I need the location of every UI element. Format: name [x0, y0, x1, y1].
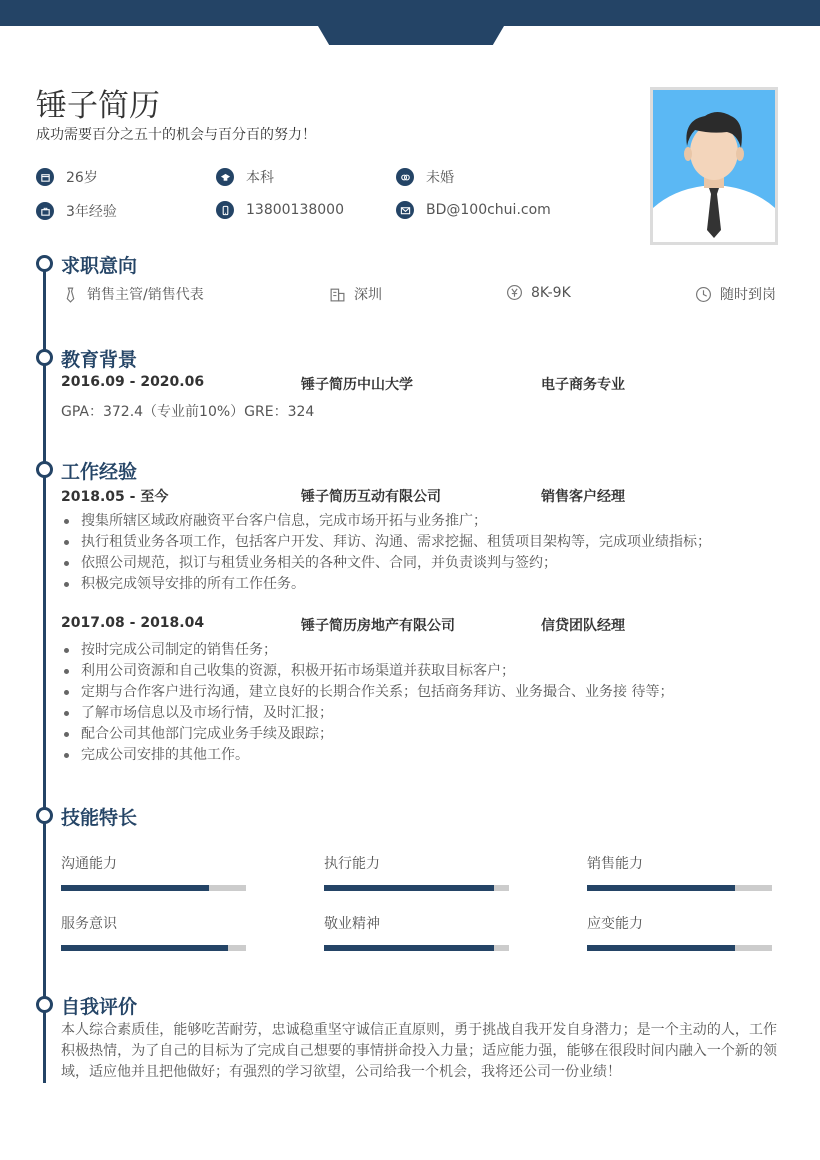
skill-bar-fill	[324, 945, 494, 951]
skill-item	[324, 853, 509, 891]
skill-bar-fill	[587, 885, 735, 891]
skill-bar	[324, 945, 509, 951]
building-icon	[329, 286, 346, 303]
resume-motto: 成功需要百分之五十的机会与百分百的努力！	[36, 127, 316, 143]
work-period: 2017.08 - 2018.04	[61, 615, 205, 631]
skill-bar-fill	[61, 945, 228, 951]
intent-availability	[695, 284, 776, 304]
top-banner-tab	[318, 26, 504, 45]
education-period: 2016.09 - 2020.06	[61, 374, 205, 390]
education-detail: GPA：372.4（专业前10%）GRE：324	[61, 404, 315, 420]
skill-label: 销售能力	[587, 856, 643, 872]
timeline-line	[43, 263, 46, 1083]
section-title-self: 自我评价	[61, 996, 138, 1018]
rings-icon	[396, 168, 414, 186]
section-marker	[36, 807, 53, 824]
envelope-icon	[396, 201, 414, 219]
info-email	[396, 201, 551, 219]
skill-label: 执行能力	[324, 856, 380, 872]
clock-icon	[695, 286, 712, 303]
list-item: 定期与合作客户进行沟通，建立良好的长期合作关系；包括商务拜访、业务撮合、业务接 待等；	[61, 682, 673, 703]
list-item: 完成公司安排的其他工作。	[61, 745, 673, 766]
yen-icon	[506, 284, 523, 301]
list-item: 了解市场信息以及市场行情，及时汇报；	[61, 703, 673, 724]
info-marital	[396, 167, 454, 187]
work-period: 2018.05 - 至今	[61, 489, 169, 505]
education-major: 电子商务专业	[541, 377, 625, 393]
skill-item	[61, 853, 246, 891]
skill-bar-fill	[61, 885, 209, 891]
intent-salary-text: 8K-9K	[531, 284, 571, 301]
intent-position-text: 销售主管/销售代表	[87, 287, 204, 303]
self-evaluation-text: 本人综合素质佳，能够吃苦耐劳，忠诚稳重坚守诚信正直原则，勇于挑战自我开发自身潜力；是一个主动的人，工作积极热情，为了自己的目标为了完成自己想要的事情拼命投入力量；适应能力强，能够在很段时间内融入一个新的领域，适应他并且把他做好；有强烈的学习欲望，公司给我一个机会，我将还公司一份业绩！	[61, 1022, 777, 1080]
phone-icon	[216, 201, 234, 219]
list-item: 执行租赁业务各项工作，包括客户开发、拜访、沟通、需求挖掘、租赁项目架构等，完成项业绩指标；	[61, 532, 711, 553]
intent-city	[329, 284, 382, 304]
info-degree-text: 本科	[246, 170, 274, 186]
work-company: 锤子简历互动有限公司	[301, 489, 441, 505]
education-school: 锤子简历中山大学	[301, 377, 413, 393]
skill-label: 服务意识	[61, 916, 117, 932]
work-title: 销售客户经理	[541, 489, 625, 505]
info-email-text: BD@100chui.com	[426, 202, 551, 218]
work-company: 锤子简历房地产有限公司	[301, 618, 455, 634]
skill-bar	[587, 885, 772, 891]
info-marital-text: 未婚	[426, 170, 454, 186]
info-phone	[216, 201, 344, 219]
info-age-text: 26岁	[66, 170, 98, 186]
intent-position	[62, 284, 204, 304]
list-item: 积极完成领导安排的所有工作任务。	[61, 574, 711, 595]
info-experience-text: 3年经验	[66, 204, 117, 220]
list-item: 搜集所辖区域政府融资平台客户信息，完成市场开拓与业务推广；	[61, 511, 711, 532]
section-title-education: 教育背景	[61, 349, 138, 371]
section-marker	[36, 349, 53, 366]
list-item: 配合公司其他部门完成业务手续及跟踪；	[61, 724, 673, 745]
skill-item	[61, 913, 246, 951]
skill-bar	[587, 945, 772, 951]
profile-photo	[650, 87, 778, 245]
info-phone-text: 13800138000	[246, 202, 344, 218]
section-marker	[36, 996, 53, 1013]
work-duties-list	[61, 640, 673, 766]
intent-city-text: 深圳	[354, 287, 382, 303]
skill-bar	[61, 945, 246, 951]
intent-salary	[506, 284, 571, 301]
list-item: 依照公司规范，拟订与租赁业务相关的各种文件、合同，并负责谈判与签约；	[61, 553, 711, 574]
calendar-icon	[36, 168, 54, 186]
work-duties-list	[61, 511, 711, 595]
graduation-cap-icon	[216, 168, 234, 186]
tie-icon	[62, 286, 79, 303]
section-marker	[36, 255, 53, 272]
resume-name: 锤子简历	[36, 88, 160, 124]
skill-label: 应变能力	[587, 916, 643, 932]
info-age	[36, 167, 98, 187]
work-title: 信贷团队经理	[541, 618, 625, 634]
skill-item	[587, 913, 772, 951]
list-item: 按时完成公司制定的销售任务；	[61, 640, 673, 661]
briefcase-icon	[36, 202, 54, 220]
section-title-skills: 技能特长	[61, 807, 138, 829]
top-banner	[0, 0, 820, 26]
skill-bar	[61, 885, 246, 891]
skill-item	[324, 913, 509, 951]
intent-availability-text: 随时到岗	[720, 287, 776, 303]
list-item: 利用公司资源和自己收集的资源，积极开拓市场渠道并获取目标客户；	[61, 661, 673, 682]
info-experience	[36, 201, 117, 221]
section-title-intent: 求职意向	[61, 255, 138, 277]
skill-bar	[324, 885, 509, 891]
skill-item	[587, 853, 772, 891]
section-title-work: 工作经验	[61, 461, 138, 483]
skill-bar-fill	[587, 945, 735, 951]
section-marker	[36, 461, 53, 478]
skill-label: 敬业精神	[324, 916, 380, 932]
skill-bar-fill	[324, 885, 494, 891]
skill-label: 沟通能力	[61, 856, 117, 872]
info-degree	[216, 167, 274, 187]
